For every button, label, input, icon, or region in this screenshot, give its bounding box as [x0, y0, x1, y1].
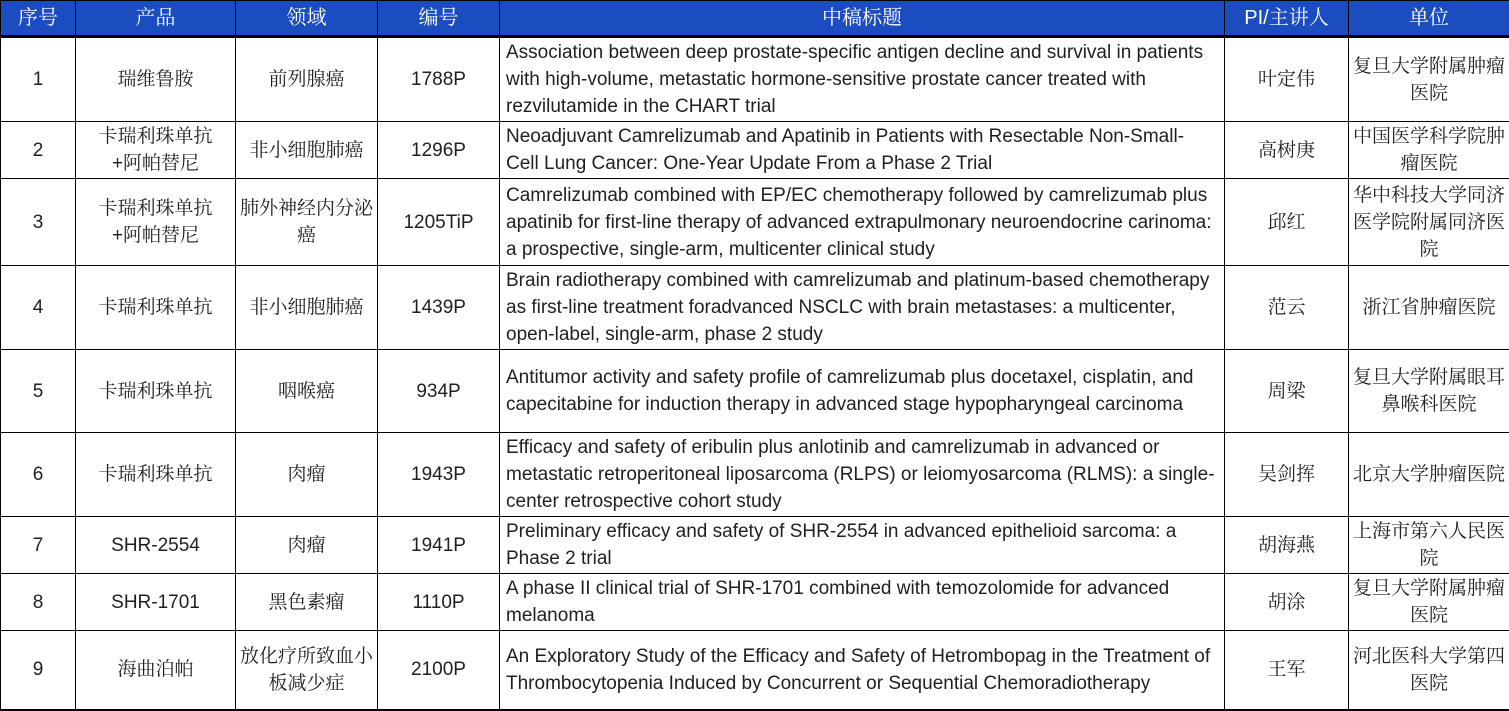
cell-code: 1205TiP — [378, 179, 500, 266]
table-row — [1, 517, 1509, 574]
cell-title: Antitumor activity and safety profile of camrelizumab plus docetaxel, cisplatin, and capecitabine for induction therapy in advanced stage hypopharyngeal carcinoma — [500, 350, 1225, 433]
header-cell-title: 中稿标题 — [500, 1, 1225, 37]
cell-index: 1 — [1, 37, 76, 122]
cell-product: 卡瑞利珠单抗 — [76, 350, 236, 433]
table-header-row — [1, 1, 1509, 37]
cell-index: 6 — [1, 433, 76, 517]
cell-index: 2 — [1, 122, 76, 179]
cell-code: 1296P — [378, 122, 500, 179]
cell-field: 黑色素瘤 — [236, 574, 378, 631]
cell-index: 7 — [1, 517, 76, 574]
table-row — [1, 266, 1509, 350]
cell-product: 瑞维鲁胺 — [76, 37, 236, 122]
table-row — [1, 179, 1509, 266]
header-cell-product: 产品 — [76, 1, 236, 37]
cell-title: Efficacy and safety of eribulin plus anlotinib and camrelizumab in advanced or metastatic retroperitoneal liposarcoma (RLPS) or leiomyosarcoma (RLMS): a single-center retrospective cohort study — [500, 433, 1225, 517]
cell-code: 1941P — [378, 517, 500, 574]
cell-title: A phase II clinical trial of SHR-1701 combined with temozolomide for advanced melanoma — [500, 574, 1225, 631]
cell-product: SHR-2554 — [76, 517, 236, 574]
cell-product: SHR-1701 — [76, 574, 236, 631]
cell-field: 非小细胞肺癌 — [236, 266, 378, 350]
cell-pi: 胡海燕 — [1225, 517, 1349, 574]
cell-code: 934P — [378, 350, 500, 433]
cell-pi: 胡涂 — [1225, 574, 1349, 631]
cell-product: 卡瑞利珠单抗 +阿帕替尼 — [76, 179, 236, 266]
cell-institution: 浙江省肿瘤医院 — [1349, 266, 1509, 350]
cell-institution: 复旦大学附属肿瘤医院 — [1349, 574, 1509, 631]
cell-code: 2100P — [378, 631, 500, 710]
cell-index: 5 — [1, 350, 76, 433]
table-row — [1, 37, 1509, 122]
cell-title: Neoadjuvant Camrelizumab and Apatinib in Patients with Resectable Non-Small-Cell Lung Cancer: One-Year Update From a Phase 2 Trial — [500, 122, 1225, 179]
cell-field: 前列腺癌 — [236, 37, 378, 122]
cell-code: 1439P — [378, 266, 500, 350]
cell-institution: 复旦大学附属眼耳鼻喉科医院 — [1349, 350, 1509, 433]
table-row — [1, 631, 1509, 710]
cell-field: 肺外神经内分泌癌 — [236, 179, 378, 266]
header-cell-index: 序号 — [1, 1, 76, 37]
cell-institution: 中国医学科学院肿瘤医院 — [1349, 122, 1509, 179]
cell-pi: 王军 — [1225, 631, 1349, 710]
cell-title: Brain radiotherapy combined with camrelizumab and platinum-based chemotherapy as first-line treatment foradvanced NSCLC with brain metastases: a multicenter, open-label, single-arm, phase 2 study — [500, 266, 1225, 350]
table-row — [1, 350, 1509, 433]
header-cell-pi: PI/主讲人 — [1225, 1, 1349, 37]
cell-pi: 邱红 — [1225, 179, 1349, 266]
cell-product: 海曲泊帕 — [76, 631, 236, 710]
cell-index: 4 — [1, 266, 76, 350]
cell-pi: 吴剑挥 — [1225, 433, 1349, 517]
cell-field: 非小细胞肺癌 — [236, 122, 378, 179]
table-row — [1, 574, 1509, 631]
cell-institution: 河北医科大学第四医院 — [1349, 631, 1509, 710]
cell-product: 卡瑞利珠单抗 — [76, 433, 236, 517]
cell-code: 1788P — [378, 37, 500, 122]
cell-field: 肉瘤 — [236, 433, 378, 517]
table-row — [1, 433, 1509, 517]
cell-title: An Exploratory Study of the Efficacy and Safety of Hetrombopag in the Treatment of Thrombocytopenia Induced by Concurrent or Sequential Chemoradiotherapy — [500, 631, 1225, 710]
cell-product: 卡瑞利珠单抗 — [76, 266, 236, 350]
cell-code: 1943P — [378, 433, 500, 517]
cell-institution: 华中科技大学同济医学院附属同济医院 — [1349, 179, 1509, 266]
header-cell-institution: 单位 — [1349, 1, 1509, 37]
header-cell-field: 领域 — [236, 1, 378, 37]
cell-institution: 复旦大学附属肿瘤医院 — [1349, 37, 1509, 122]
cell-institution: 北京大学肿瘤医院 — [1349, 433, 1509, 517]
cell-index: 9 — [1, 631, 76, 710]
cell-title: Preliminary efficacy and safety of SHR-2554 in advanced epithelioid sarcoma: a Phase 2 trial — [500, 517, 1225, 574]
cell-pi: 高树庚 — [1225, 122, 1349, 179]
cell-code: 1110P — [378, 574, 500, 631]
cell-index: 3 — [1, 179, 76, 266]
table-row — [1, 122, 1509, 179]
cell-index: 8 — [1, 574, 76, 631]
cell-pi: 范云 — [1225, 266, 1349, 350]
cell-institution: 上海市第六人民医院 — [1349, 517, 1509, 574]
cell-title: Association between deep prostate-specific antigen decline and survival in patients with high-volume, metastatic hormone-sensitive prostate cancer treated with rezvilutamide in the CHART trial — [500, 37, 1225, 122]
cell-field: 肉瘤 — [236, 517, 378, 574]
cell-product: 卡瑞利珠单抗 +阿帕替尼 — [76, 122, 236, 179]
cell-field: 放化疗所致血小板减少症 — [236, 631, 378, 710]
header-cell-code: 编号 — [378, 1, 500, 37]
cell-title: Camrelizumab combined with EP/EC chemotherapy followed by camrelizumab plus apatinib for first-line therapy of advanced extrapulmonary neuroendocrine carinoma: a prospective, single-arm, multicenter clinical study — [500, 179, 1225, 266]
cell-field: 咽喉癌 — [236, 350, 378, 433]
cell-pi: 周梁 — [1225, 350, 1349, 433]
cell-pi: 叶定伟 — [1225, 37, 1349, 122]
